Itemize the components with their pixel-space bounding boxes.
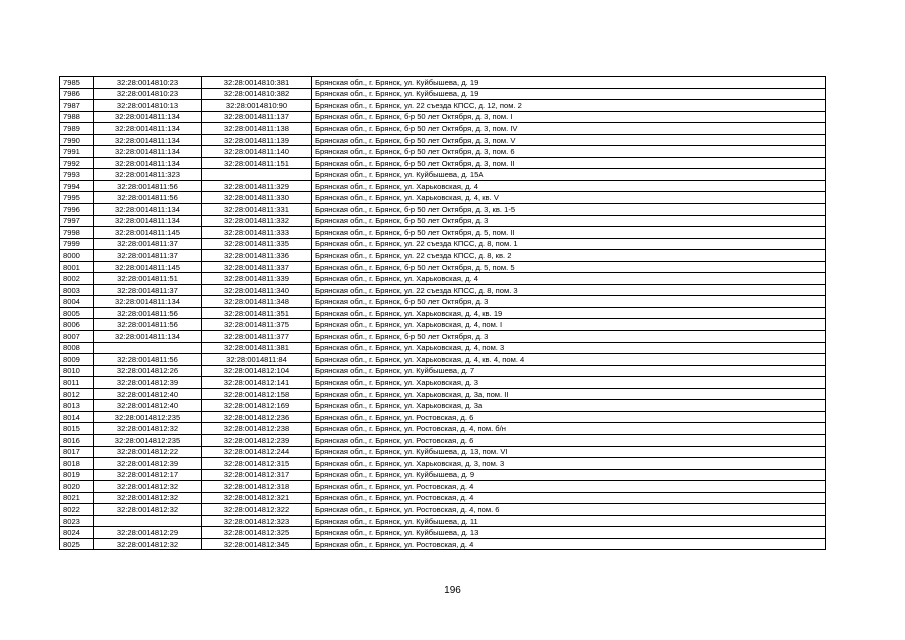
table-row xyxy=(60,238,826,250)
row-number-cell: 8003 xyxy=(60,284,94,296)
object-cadastral-number-cell: 32:28:0014811:151 xyxy=(202,157,312,169)
address-cell: Брянская обл., г. Брянск, ул. Ростовская, д. 4, пом. б/н xyxy=(312,423,826,435)
table-row xyxy=(60,123,826,135)
object-cadastral-number-cell: 32:28:0014812:236 xyxy=(202,411,312,423)
row-number-cell: 8004 xyxy=(60,296,94,308)
object-cadastral-number-cell: 32:28:0014811:138 xyxy=(202,123,312,135)
address-cell: Брянская обл., г. Брянск, б-р 50 лет Октября, д. 3 xyxy=(312,296,826,308)
table-row xyxy=(60,192,826,204)
row-number-cell: 7997 xyxy=(60,215,94,227)
object-cadastral-number-cell: 32:28:0014812:244 xyxy=(202,446,312,458)
parcel-cadastral-number-cell: 32:28:0014810:23 xyxy=(94,77,202,89)
object-cadastral-number-cell: 32:28:0014811:140 xyxy=(202,146,312,158)
address-cell: Брянская обл., г. Брянск, ул. Ростовская, д. 4 xyxy=(312,538,826,550)
parcel-cadastral-number-cell: 32:28:0014812:40 xyxy=(94,400,202,412)
object-cadastral-number-cell: 32:28:0014810:381 xyxy=(202,77,312,89)
table-row xyxy=(60,227,826,239)
row-number-cell: 8001 xyxy=(60,261,94,273)
row-number-cell: 7991 xyxy=(60,146,94,158)
address-cell: Брянская обл., г. Брянск, ул. Ростовская, д. 6 xyxy=(312,434,826,446)
parcel-cadastral-number-cell: 32:28:0014811:134 xyxy=(94,146,202,158)
table-row xyxy=(60,77,826,89)
parcel-cadastral-number-cell: 32:28:0014812:32 xyxy=(94,423,202,435)
object-cadastral-number-cell: 32:28:0014811:377 xyxy=(202,331,312,343)
row-number-cell: 8017 xyxy=(60,446,94,458)
table-row xyxy=(60,458,826,470)
object-cadastral-number-cell: 32:28:0014811:329 xyxy=(202,180,312,192)
object-cadastral-number-cell: 32:28:0014811:375 xyxy=(202,319,312,331)
row-number-cell: 8005 xyxy=(60,307,94,319)
row-number-cell: 7989 xyxy=(60,123,94,135)
parcel-cadastral-number-cell: 32:28:0014812:32 xyxy=(94,538,202,550)
object-cadastral-number-cell: 32:28:0014811:337 xyxy=(202,261,312,273)
row-number-cell: 8015 xyxy=(60,423,94,435)
table-row xyxy=(60,307,826,319)
row-number-cell: 8007 xyxy=(60,331,94,343)
parcel-cadastral-number-cell: 32:28:0014812:32 xyxy=(94,504,202,516)
registry-table xyxy=(59,76,826,550)
table-row xyxy=(60,434,826,446)
row-number-cell: 8008 xyxy=(60,342,94,354)
table-row xyxy=(60,423,826,435)
table-row xyxy=(60,400,826,412)
registry-table-body xyxy=(60,77,826,550)
row-number-cell: 8006 xyxy=(60,319,94,331)
object-cadastral-number-cell: 32:28:0014812:325 xyxy=(202,527,312,539)
parcel-cadastral-number-cell: 32:28:0014811:37 xyxy=(94,284,202,296)
parcel-cadastral-number-cell: 32:28:0014812:32 xyxy=(94,492,202,504)
table-row xyxy=(60,111,826,123)
object-cadastral-number-cell: 32:28:0014812:141 xyxy=(202,377,312,389)
address-cell: Брянская обл., г. Брянск, ул. Харьковская, д. 4, пом. 3 xyxy=(312,342,826,354)
parcel-cadastral-number-cell: 32:28:0014811:37 xyxy=(94,250,202,262)
row-number-cell: 8024 xyxy=(60,527,94,539)
table-row xyxy=(60,538,826,550)
parcel-cadastral-number-cell: 32:28:0014810:13 xyxy=(94,100,202,112)
parcel-cadastral-number-cell: 32:28:0014811:56 xyxy=(94,354,202,366)
object-cadastral-number-cell: 32:28:0014811:339 xyxy=(202,273,312,285)
address-cell: Брянская обл., г. Брянск, ул. Харьковская, д. 4, кв. 4, пом. 4 xyxy=(312,354,826,366)
row-number-cell: 8010 xyxy=(60,365,94,377)
object-cadastral-number-cell: 32:28:0014811:84 xyxy=(202,354,312,366)
object-cadastral-number-cell: 32:28:0014811:333 xyxy=(202,227,312,239)
table-row xyxy=(60,527,826,539)
address-cell: Брянская обл., г. Брянск, ул. Куйбышева, д. 13, пом. VI xyxy=(312,446,826,458)
object-cadastral-number-cell: 32:28:0014811:335 xyxy=(202,238,312,250)
address-cell: Брянская обл., г. Брянск, ул. 22 съезда КПСС, д. 8, пом. 1 xyxy=(312,238,826,250)
address-cell: Брянская обл., г. Брянск, ул. Харьковская, д. 3а, пом. II xyxy=(312,388,826,400)
parcel-cadastral-number-cell: 32:28:0014811:56 xyxy=(94,319,202,331)
object-cadastral-number-cell: 32:28:0014812:315 xyxy=(202,458,312,470)
row-number-cell: 8022 xyxy=(60,504,94,516)
object-cadastral-number-cell: 32:28:0014812:239 xyxy=(202,434,312,446)
object-cadastral-number-cell: 32:28:0014811:137 xyxy=(202,111,312,123)
parcel-cadastral-number-cell: 32:28:0014811:323 xyxy=(94,169,202,181)
table-row xyxy=(60,204,826,216)
parcel-cadastral-number-cell: 32:28:0014811:56 xyxy=(94,180,202,192)
object-cadastral-number-cell: 32:28:0014812:318 xyxy=(202,481,312,493)
table-row xyxy=(60,515,826,527)
row-number-cell: 8014 xyxy=(60,411,94,423)
row-number-cell: 8021 xyxy=(60,492,94,504)
parcel-cadastral-number-cell: 32:28:0014812:32 xyxy=(94,481,202,493)
table-row xyxy=(60,492,826,504)
table-row xyxy=(60,446,826,458)
parcel-cadastral-number-cell: 32:28:0014811:134 xyxy=(94,123,202,135)
address-cell: Брянская обл., г. Брянск, ул. Ростовская, д. 4 xyxy=(312,492,826,504)
row-number-cell: 8023 xyxy=(60,515,94,527)
parcel-cadastral-number-cell: 32:28:0014811:56 xyxy=(94,307,202,319)
table-row xyxy=(60,250,826,262)
row-number-cell: 7993 xyxy=(60,169,94,181)
parcel-cadastral-number-cell: 32:28:0014811:56 xyxy=(94,192,202,204)
parcel-cadastral-number-cell: 32:28:0014812:39 xyxy=(94,377,202,389)
table-row xyxy=(60,157,826,169)
table-row xyxy=(60,273,826,285)
address-cell: Брянская обл., г. Брянск, ул. 22 съезда КПСС, д. 12, пом. 2 xyxy=(312,100,826,112)
table-row xyxy=(60,261,826,273)
object-cadastral-number-cell: 32:28:0014811:332 xyxy=(202,215,312,227)
row-number-cell: 7995 xyxy=(60,192,94,204)
table-row xyxy=(60,469,826,481)
row-number-cell: 8013 xyxy=(60,400,94,412)
table-row xyxy=(60,284,826,296)
parcel-cadastral-number-cell: 32:28:0014811:145 xyxy=(94,227,202,239)
row-number-cell: 7998 xyxy=(60,227,94,239)
object-cadastral-number-cell: 32:28:0014811:330 xyxy=(202,192,312,204)
row-number-cell: 8018 xyxy=(60,458,94,470)
row-number-cell: 8002 xyxy=(60,273,94,285)
address-cell: Брянская обл., г. Брянск, ул. Харьковская, д. 4, кв. 19 xyxy=(312,307,826,319)
row-number-cell: 8020 xyxy=(60,481,94,493)
object-cadastral-number-cell: 32:28:0014812:322 xyxy=(202,504,312,516)
parcel-cadastral-number-cell: 32:28:0014811:134 xyxy=(94,111,202,123)
table-row xyxy=(60,180,826,192)
parcel-cadastral-number-cell: 32:28:0014811:134 xyxy=(94,296,202,308)
parcel-cadastral-number-cell: 32:28:0014811:134 xyxy=(94,134,202,146)
row-number-cell: 7999 xyxy=(60,238,94,250)
parcel-cadastral-number-cell: 32:28:0014811:51 xyxy=(94,273,202,285)
row-number-cell: 8012 xyxy=(60,388,94,400)
address-cell: Брянская обл., г. Брянск, б-р 50 лет Октября, д. 3 xyxy=(312,215,826,227)
address-cell: Брянская обл., г. Брянск, ул. Куйбышева, д. 19 xyxy=(312,88,826,100)
parcel-cadastral-number-cell: 32:28:0014811:134 xyxy=(94,215,202,227)
address-cell: Брянская обл., г. Брянск, б-р 50 лет Октября, д. 3, пом. II xyxy=(312,157,826,169)
address-cell: Брянская обл., г. Брянск, б-р 50 лет Октября, д. 3, пом. I xyxy=(312,111,826,123)
address-cell: Брянская обл., г. Брянск, ул. Куйбышева, д. 9 xyxy=(312,469,826,481)
table-row xyxy=(60,388,826,400)
table-row xyxy=(60,296,826,308)
table-row xyxy=(60,481,826,493)
parcel-cadastral-number-cell: 32:28:0014811:134 xyxy=(94,331,202,343)
parcel-cadastral-number-cell: 32:28:0014812:26 xyxy=(94,365,202,377)
address-cell: Брянская обл., г. Брянск, ул. Куйбышева, д. 11 xyxy=(312,515,826,527)
address-cell: Брянская обл., г. Брянск, б-р 50 лет Октября, д. 3, пом. V xyxy=(312,134,826,146)
row-number-cell: 7996 xyxy=(60,204,94,216)
table-row xyxy=(60,100,826,112)
table-row xyxy=(60,411,826,423)
row-number-cell: 7990 xyxy=(60,134,94,146)
object-cadastral-number-cell: 32:28:0014812:317 xyxy=(202,469,312,481)
table-row xyxy=(60,331,826,343)
row-number-cell: 7988 xyxy=(60,111,94,123)
object-cadastral-number-cell: 32:28:0014812:158 xyxy=(202,388,312,400)
object-cadastral-number-cell xyxy=(202,169,312,181)
object-cadastral-number-cell: 32:28:0014811:348 xyxy=(202,296,312,308)
parcel-cadastral-number-cell xyxy=(94,342,202,354)
row-number-cell: 8016 xyxy=(60,434,94,446)
table-row xyxy=(60,134,826,146)
table-row xyxy=(60,88,826,100)
parcel-cadastral-number-cell xyxy=(94,515,202,527)
object-cadastral-number-cell: 32:28:0014812:323 xyxy=(202,515,312,527)
object-cadastral-number-cell: 32:28:0014812:238 xyxy=(202,423,312,435)
address-cell: Брянская обл., г. Брянск, ул. Ростовская, д. 6 xyxy=(312,411,826,423)
row-number-cell: 7986 xyxy=(60,88,94,100)
row-number-cell: 7987 xyxy=(60,100,94,112)
object-cadastral-number-cell: 32:28:0014811:351 xyxy=(202,307,312,319)
address-cell: Брянская обл., г. Брянск, ул. Харьковская, д. 4 xyxy=(312,180,826,192)
table-row xyxy=(60,342,826,354)
address-cell: Брянская обл., г. Брянск, ул. Куйбышева, д. 19 xyxy=(312,77,826,89)
parcel-cadastral-number-cell: 32:28:0014810:23 xyxy=(94,88,202,100)
row-number-cell: 8025 xyxy=(60,538,94,550)
parcel-cadastral-number-cell: 32:28:0014812:39 xyxy=(94,458,202,470)
address-cell: Брянская обл., г. Брянск, ул. Куйбышева, д. 13 xyxy=(312,527,826,539)
address-cell: Брянская обл., г. Брянск, б-р 50 лет Октября, д. 3, кв. 1-5 xyxy=(312,204,826,216)
parcel-cadastral-number-cell: 32:28:0014812:22 xyxy=(94,446,202,458)
row-number-cell: 8019 xyxy=(60,469,94,481)
address-cell: Брянская обл., г. Брянск, ул. Куйбышева, д. 15А xyxy=(312,169,826,181)
table-row xyxy=(60,365,826,377)
row-number-cell: 7994 xyxy=(60,180,94,192)
object-cadastral-number-cell: 32:28:0014810:90 xyxy=(202,100,312,112)
row-number-cell: 8011 xyxy=(60,377,94,389)
row-number-cell: 8000 xyxy=(60,250,94,262)
address-cell: Брянская обл., г. Брянск, б-р 50 лет Октября, д. 3, пом. IV xyxy=(312,123,826,135)
table-row xyxy=(60,215,826,227)
parcel-cadastral-number-cell: 32:28:0014812:17 xyxy=(94,469,202,481)
parcel-cadastral-number-cell: 32:28:0014812:235 xyxy=(94,411,202,423)
page-number: 196 xyxy=(444,585,461,596)
address-cell: Брянская обл., г. Брянск, ул. Харьковская, д. 3 xyxy=(312,377,826,389)
address-cell: Брянская обл., г. Брянск, ул. Ростовская, д. 4 xyxy=(312,481,826,493)
address-cell: Брянская обл., г. Брянск, ул. Харьковская, д. 3, пом. 3 xyxy=(312,458,826,470)
parcel-cadastral-number-cell: 32:28:0014811:134 xyxy=(94,157,202,169)
address-cell: Брянская обл., г. Брянск, б-р 50 лет Октября, д. 5, пом. 5 xyxy=(312,261,826,273)
address-cell: Брянская обл., г. Брянск, б-р 50 лет Октября, д. 3, пом. 6 xyxy=(312,146,826,158)
row-number-cell: 8009 xyxy=(60,354,94,366)
row-number-cell: 7985 xyxy=(60,77,94,89)
object-cadastral-number-cell: 32:28:0014812:104 xyxy=(202,365,312,377)
address-cell: Брянская обл., г. Брянск, ул. Харьковская, д. 4 xyxy=(312,273,826,285)
address-cell: Брянская обл., г. Брянск, ул. Харьковская, д. 3а xyxy=(312,400,826,412)
table-row xyxy=(60,377,826,389)
table-row xyxy=(60,504,826,516)
parcel-cadastral-number-cell: 32:28:0014812:40 xyxy=(94,388,202,400)
parcel-cadastral-number-cell: 32:28:0014811:37 xyxy=(94,238,202,250)
table-row xyxy=(60,146,826,158)
parcel-cadastral-number-cell: 32:28:0014811:145 xyxy=(94,261,202,273)
object-cadastral-number-cell: 32:28:0014811:139 xyxy=(202,134,312,146)
address-cell: Брянская обл., г. Брянск, ул. Харьковская, д. 4, кв. V xyxy=(312,192,826,204)
object-cadastral-number-cell: 32:28:0014811:381 xyxy=(202,342,312,354)
row-number-cell: 7992 xyxy=(60,157,94,169)
object-cadastral-number-cell: 32:28:0014812:169 xyxy=(202,400,312,412)
parcel-cadastral-number-cell: 32:28:0014812:235 xyxy=(94,434,202,446)
address-cell: Брянская обл., г. Брянск, ул. Ростовская, д. 4, пом. 6 xyxy=(312,504,826,516)
address-cell: Брянская обл., г. Брянск, ул. 22 съезда КПСС, д. 8, кв. 2 xyxy=(312,250,826,262)
parcel-cadastral-number-cell: 32:28:0014811:134 xyxy=(94,204,202,216)
address-cell: Брянская обл., г. Брянск, б-р 50 лет Октября, д. 5, пом. II xyxy=(312,227,826,239)
address-cell: Брянская обл., г. Брянск, б-р 50 лет Октября, д. 3 xyxy=(312,331,826,343)
object-cadastral-number-cell: 32:28:0014811:331 xyxy=(202,204,312,216)
address-cell: Брянская обл., г. Брянск, ул. Харьковская, д. 4, пом. I xyxy=(312,319,826,331)
object-cadastral-number-cell: 32:28:0014811:336 xyxy=(202,250,312,262)
table-row xyxy=(60,169,826,181)
object-cadastral-number-cell: 32:28:0014812:321 xyxy=(202,492,312,504)
table-row xyxy=(60,354,826,366)
object-cadastral-number-cell: 32:28:0014812:345 xyxy=(202,538,312,550)
table-row xyxy=(60,319,826,331)
object-cadastral-number-cell: 32:28:0014811:340 xyxy=(202,284,312,296)
address-cell: Брянская обл., г. Брянск, ул. 22 съезда КПСС, д. 8, пом. 3 xyxy=(312,284,826,296)
object-cadastral-number-cell: 32:28:0014810:382 xyxy=(202,88,312,100)
parcel-cadastral-number-cell: 32:28:0014812:29 xyxy=(94,527,202,539)
address-cell: Брянская обл., г. Брянск, ул. Куйбышева, д. 7 xyxy=(312,365,826,377)
